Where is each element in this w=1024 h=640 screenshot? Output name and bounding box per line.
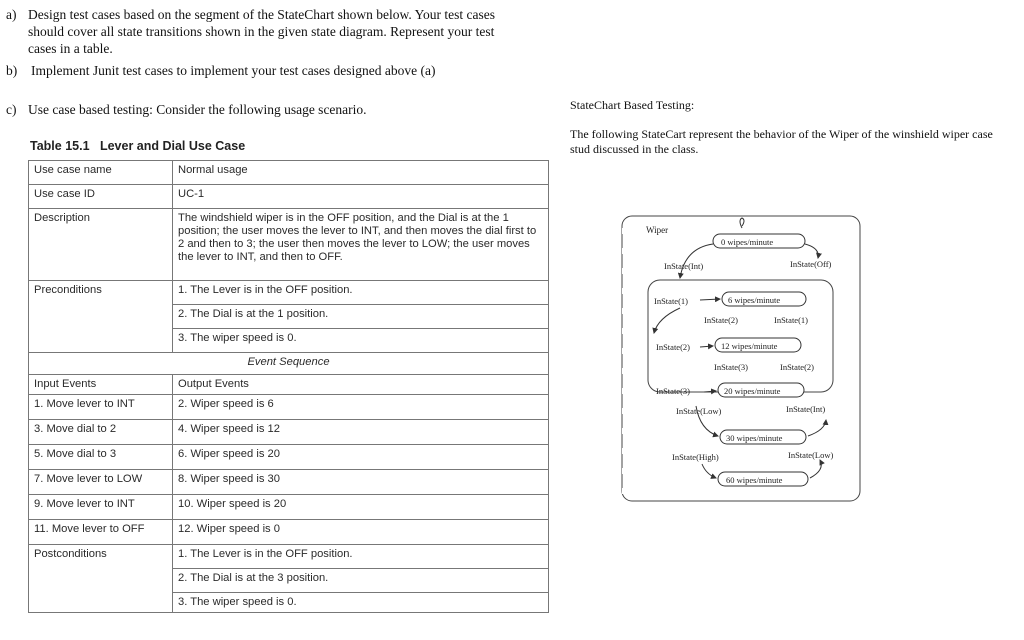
table-row (29, 470, 549, 495)
wiper-title: Wiper (646, 225, 669, 235)
transition-in-2: InState(2) (704, 315, 738, 325)
statechart-heading: StateChart Based Testing: (570, 98, 695, 112)
table-row (29, 395, 549, 420)
use-case-id-label: Use case ID (29, 185, 173, 209)
input-event: 11. Move lever to OFF (29, 520, 173, 545)
table-caption-title: Lever and Dial Use Case (99, 139, 246, 153)
initial-arrow (740, 218, 744, 228)
table-row (29, 445, 549, 470)
question-c-text: Use case based testing: Consider the following usage scenario. (28, 102, 367, 117)
question-a-label: a) (6, 7, 17, 22)
state-60-label: 60 wipes/minute (726, 475, 783, 485)
output-event: 12. Wiper speed is 0 (173, 520, 549, 545)
use-case-name-value: Normal usage (173, 161, 549, 185)
input-events-header: Input Events (29, 375, 173, 395)
arrow-6-to-12 (654, 308, 680, 333)
output-event: 4. Wiper speed is 12 (173, 420, 549, 445)
transition-in-3: InState(3) (714, 362, 748, 372)
input-event: 9. Move lever to INT (29, 495, 173, 520)
table-caption-number: Table 15.1 (30, 139, 90, 153)
input-event: 5. Move dial to 3 (29, 445, 173, 470)
use-case-id-value: UC-1 (173, 185, 549, 209)
question-c-label: c) (6, 102, 17, 117)
table-row (29, 281, 549, 305)
arrow-to-12 (700, 346, 713, 347)
description-value: The windshield wiper is in the OFF position, and the Dial is at the 1 position; the user moves the lever to INT, and then moves the dial first to 2 and then to 3; the user then moves the lever to LOW; the user moves the lever to INT, and then to OFF. (173, 209, 549, 281)
transition-in-int-2: InState(Int) (786, 404, 826, 414)
output-events-header: Output Events (173, 375, 549, 395)
output-event: 6. Wiper speed is 20 (173, 445, 549, 470)
question-b-text: Implement Junit test cases to implement your test cases designed above (a) (31, 63, 436, 78)
transition-in-low: InState(Low) (676, 406, 722, 416)
postconditions-label: Postconditions (29, 545, 173, 613)
arrow-30-to-int (808, 420, 826, 436)
transition-in-2-left: InState(2) (656, 342, 690, 352)
input-event: 1. Move lever to INT (29, 395, 173, 420)
use-case-name-label: Use case name (29, 161, 173, 185)
postcondition-1: 1. The Lever is in the OFF position. (173, 545, 549, 569)
input-event: 7. Move lever to LOW (29, 470, 173, 495)
arrow-30-to-60 (702, 464, 716, 478)
state-30-label: 30 wipes/minute (726, 433, 783, 443)
state-6-label: 6 wipes/minute (728, 295, 781, 305)
table-row (29, 495, 549, 520)
transition-in-2-right: InState(2) (780, 362, 814, 372)
state-0-label: 0 wipes/minute (721, 237, 774, 247)
arrow-6-to-0 (805, 244, 818, 258)
question-a-text: Design test cases based on the segment of the StateChart shown below. Your test cases should cover all state transitions shown in the given state diagram. Represent your test cases in a table. (28, 7, 496, 56)
arrow-60-to-30 (810, 460, 821, 478)
description-label: Description (29, 209, 173, 281)
event-sequence-header: Event Sequence (29, 353, 549, 375)
table-row (29, 545, 549, 569)
statechart-description: The following StateCart represent the behavior of the Wiper of the winshield wiper case stud discussed in the class. (570, 127, 993, 156)
table-caption (30, 139, 245, 153)
state-12-label: 12 wipes/minute (721, 341, 778, 351)
wiper-statechart (620, 208, 870, 508)
precondition-2: 2. The Dial is at the 1 position. (173, 305, 549, 329)
table-row (29, 185, 549, 209)
table-row (29, 209, 549, 281)
transition-in-off: InState(Off) (790, 259, 832, 269)
postcondition-3: 3. The wiper speed is 0. (173, 593, 549, 613)
preconditions-label: Preconditions (29, 281, 173, 353)
table-row (29, 353, 549, 375)
table-row (29, 375, 549, 395)
precondition-1: 1. The Lever is in the OFF position. (173, 281, 549, 305)
output-event: 10. Wiper speed is 20 (173, 495, 549, 520)
transition-in-high: InState(High) (672, 452, 719, 462)
transition-in-3-left: InState(3) (656, 386, 690, 396)
input-event: 3. Move dial to 2 (29, 420, 173, 445)
output-event: 8. Wiper speed is 30 (173, 470, 549, 495)
transition-in-1b: InState(1) (774, 315, 808, 325)
precondition-3: 3. The wiper speed is 0. (173, 329, 549, 353)
question-a (6, 6, 526, 58)
table-row (29, 420, 549, 445)
table-row (29, 161, 549, 185)
question-b (6, 62, 526, 80)
state-20-label: 20 wipes/minute (724, 386, 781, 396)
table-row (29, 520, 549, 545)
use-case-table (28, 160, 549, 613)
transition-in-low-2: InState(Low) (788, 450, 834, 460)
output-event: 2. Wiper speed is 6 (173, 395, 549, 420)
arrow-to-6 (700, 299, 720, 300)
postcondition-2: 2. The Dial is at the 3 position. (173, 569, 549, 593)
transition-in-1: InState(1) (654, 296, 688, 306)
question-c (6, 101, 526, 119)
question-b-label: b) (6, 63, 18, 78)
transition-in-int: InState(Int) (664, 261, 704, 271)
